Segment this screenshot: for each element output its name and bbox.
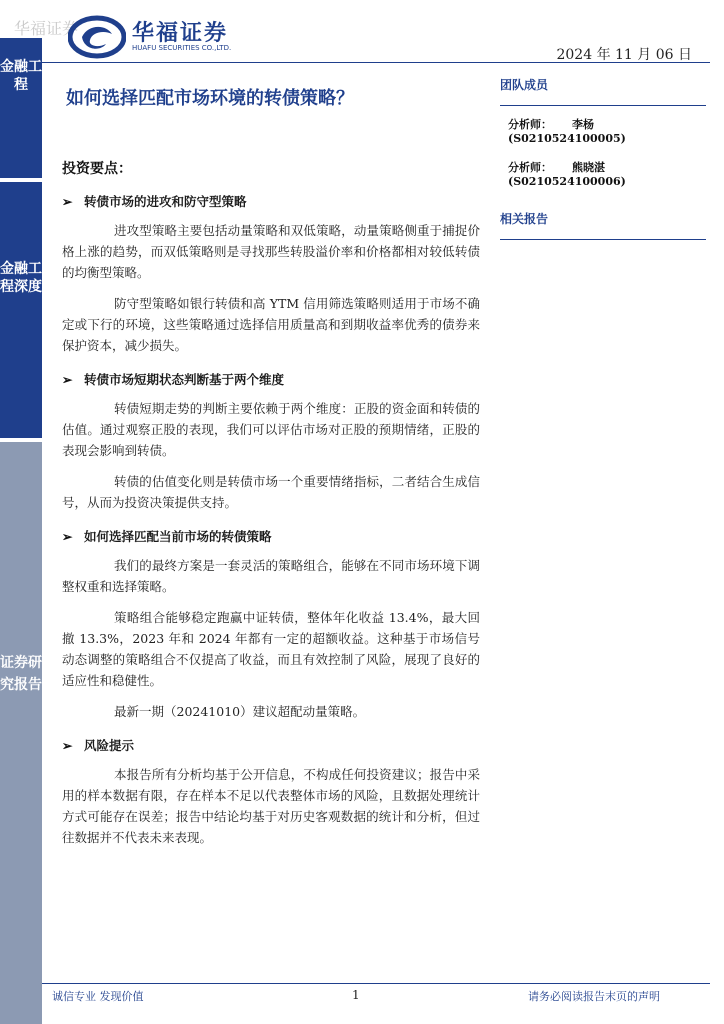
section-strategy-choice — [62, 527, 480, 722]
paragraph: 最新一期（20241010）建议超配动量策略。 — [114, 704, 366, 719]
analyst-name: 熊晓湛(S0210524100006) — [508, 161, 626, 188]
report-title: 如何选择匹配市场环境的转债策略？ — [66, 88, 354, 109]
arrow-bullet-icon: ➢ — [62, 194, 73, 209]
section-strategies — [62, 192, 480, 356]
analyst-label: 分析师： — [508, 118, 552, 131]
logo-emblem-icon — [68, 14, 126, 60]
page-number: 1 — [352, 988, 360, 1002]
sidebar-report-type — [0, 182, 42, 438]
paragraph: 防守型策略如银行转债和高 YTM 信用筛选策略则适用于市场不确定或下行的环境，这些策略通过选择信用质量高和到期收益率优秀的债券来保护资本，减少损失。 — [62, 296, 480, 353]
section-heading: ➢ 转债市场的进攻和防守型策略 — [62, 194, 247, 209]
sidebar-label: 证券研究报告 — [0, 655, 42, 693]
footer-slogan: 诚信专业 发现价值 — [52, 990, 144, 1003]
sidebar-label: 金融工程深度 — [0, 261, 42, 295]
section-heading: ➢ 如何选择匹配当前市场的转债策略 — [62, 529, 272, 544]
section-risk — [62, 736, 480, 848]
paragraph: 策略组合能够稳定跑赢中证转债，整体年化收益 13.4%，最大回撤 13.3%，2023 年和 2024 年都有一定的超额收益。这种基于市场信号动态调整的策略组合不仅提高了收益，而且有效控制了风险，展现了良好的适应性和稳健性。 — [62, 610, 480, 688]
section-market-state — [62, 370, 480, 513]
header-divider — [42, 62, 710, 63]
section-heading: ➢ 转债市场短期状态判断基于两个维度 — [62, 372, 285, 387]
paragraph: 我们的最终方案是一套灵活的策略组合，能够在不同市场环境下调整权重和选择策略。 — [62, 558, 480, 594]
footer-disclaimer: 请务必阅读报告末页的声明 — [528, 990, 660, 1003]
paragraph: 本报告所有分析均基于公开信息，不构成任何投资建议；报告中采用的样本数据有限，存在样本不足以代表整体市场的风险，且数据处理统计方式可能存在误差；报告中结论均基于对历史客观数据的统计和分析，但过往数据并不代表未来表现。 — [62, 767, 480, 845]
sidebar-category — [0, 38, 42, 178]
sidebar-report-class — [0, 442, 42, 1024]
analyst-row — [508, 159, 706, 188]
arrow-bullet-icon: ➢ — [62, 529, 73, 544]
key-points-heading: 投资要点： — [62, 161, 132, 177]
sidebar-label: 金融工程 — [0, 59, 42, 93]
logo-name-cn: 华福证券 — [132, 21, 229, 46]
analyst-row — [508, 116, 706, 145]
main-content — [62, 158, 480, 858]
arrow-bullet-icon: ➢ — [62, 738, 73, 753]
logo-name-en: HUAFU SECURITIES CO.,LTD. — [132, 44, 232, 52]
paragraph: 进攻型策略主要包括动量策略和双低策略，动量策略侧重于捕捉价格上涨的趋势，而双低策略则是寻找那些转股溢价率和价格都相对较低转债的均衡型策略。 — [62, 223, 480, 280]
paragraph: 转债短期走势的判断主要依赖于两个维度：正股的资金面和转债的估值。通过观察正股的表现，我们可以评估市场对正股的预期情绪，正股的表现会影响到转债。 — [62, 401, 480, 458]
analyst-label: 分析师： — [508, 161, 552, 174]
related-reports-heading: 相关报告 — [500, 212, 549, 226]
related-divider — [500, 239, 706, 240]
footer-divider — [42, 983, 710, 984]
arrow-bullet-icon: ➢ — [62, 372, 73, 387]
watermark: 华福证券 — [14, 19, 79, 38]
paragraph: 转债的估值变化则是转债市场一个重要情绪指标，二者结合生成信号，从而为投资决策提供支持。 — [62, 474, 480, 510]
team-heading: 团队成员 — [500, 78, 549, 92]
analyst-name: 李杨(S0210524100005) — [508, 118, 626, 145]
section-heading: ➢ 风险提示 — [62, 738, 135, 753]
right-column — [500, 76, 706, 240]
team-divider — [500, 105, 706, 106]
company-logo — [68, 14, 248, 60]
report-date: 2024 年 11 月 06 日 — [556, 47, 692, 63]
